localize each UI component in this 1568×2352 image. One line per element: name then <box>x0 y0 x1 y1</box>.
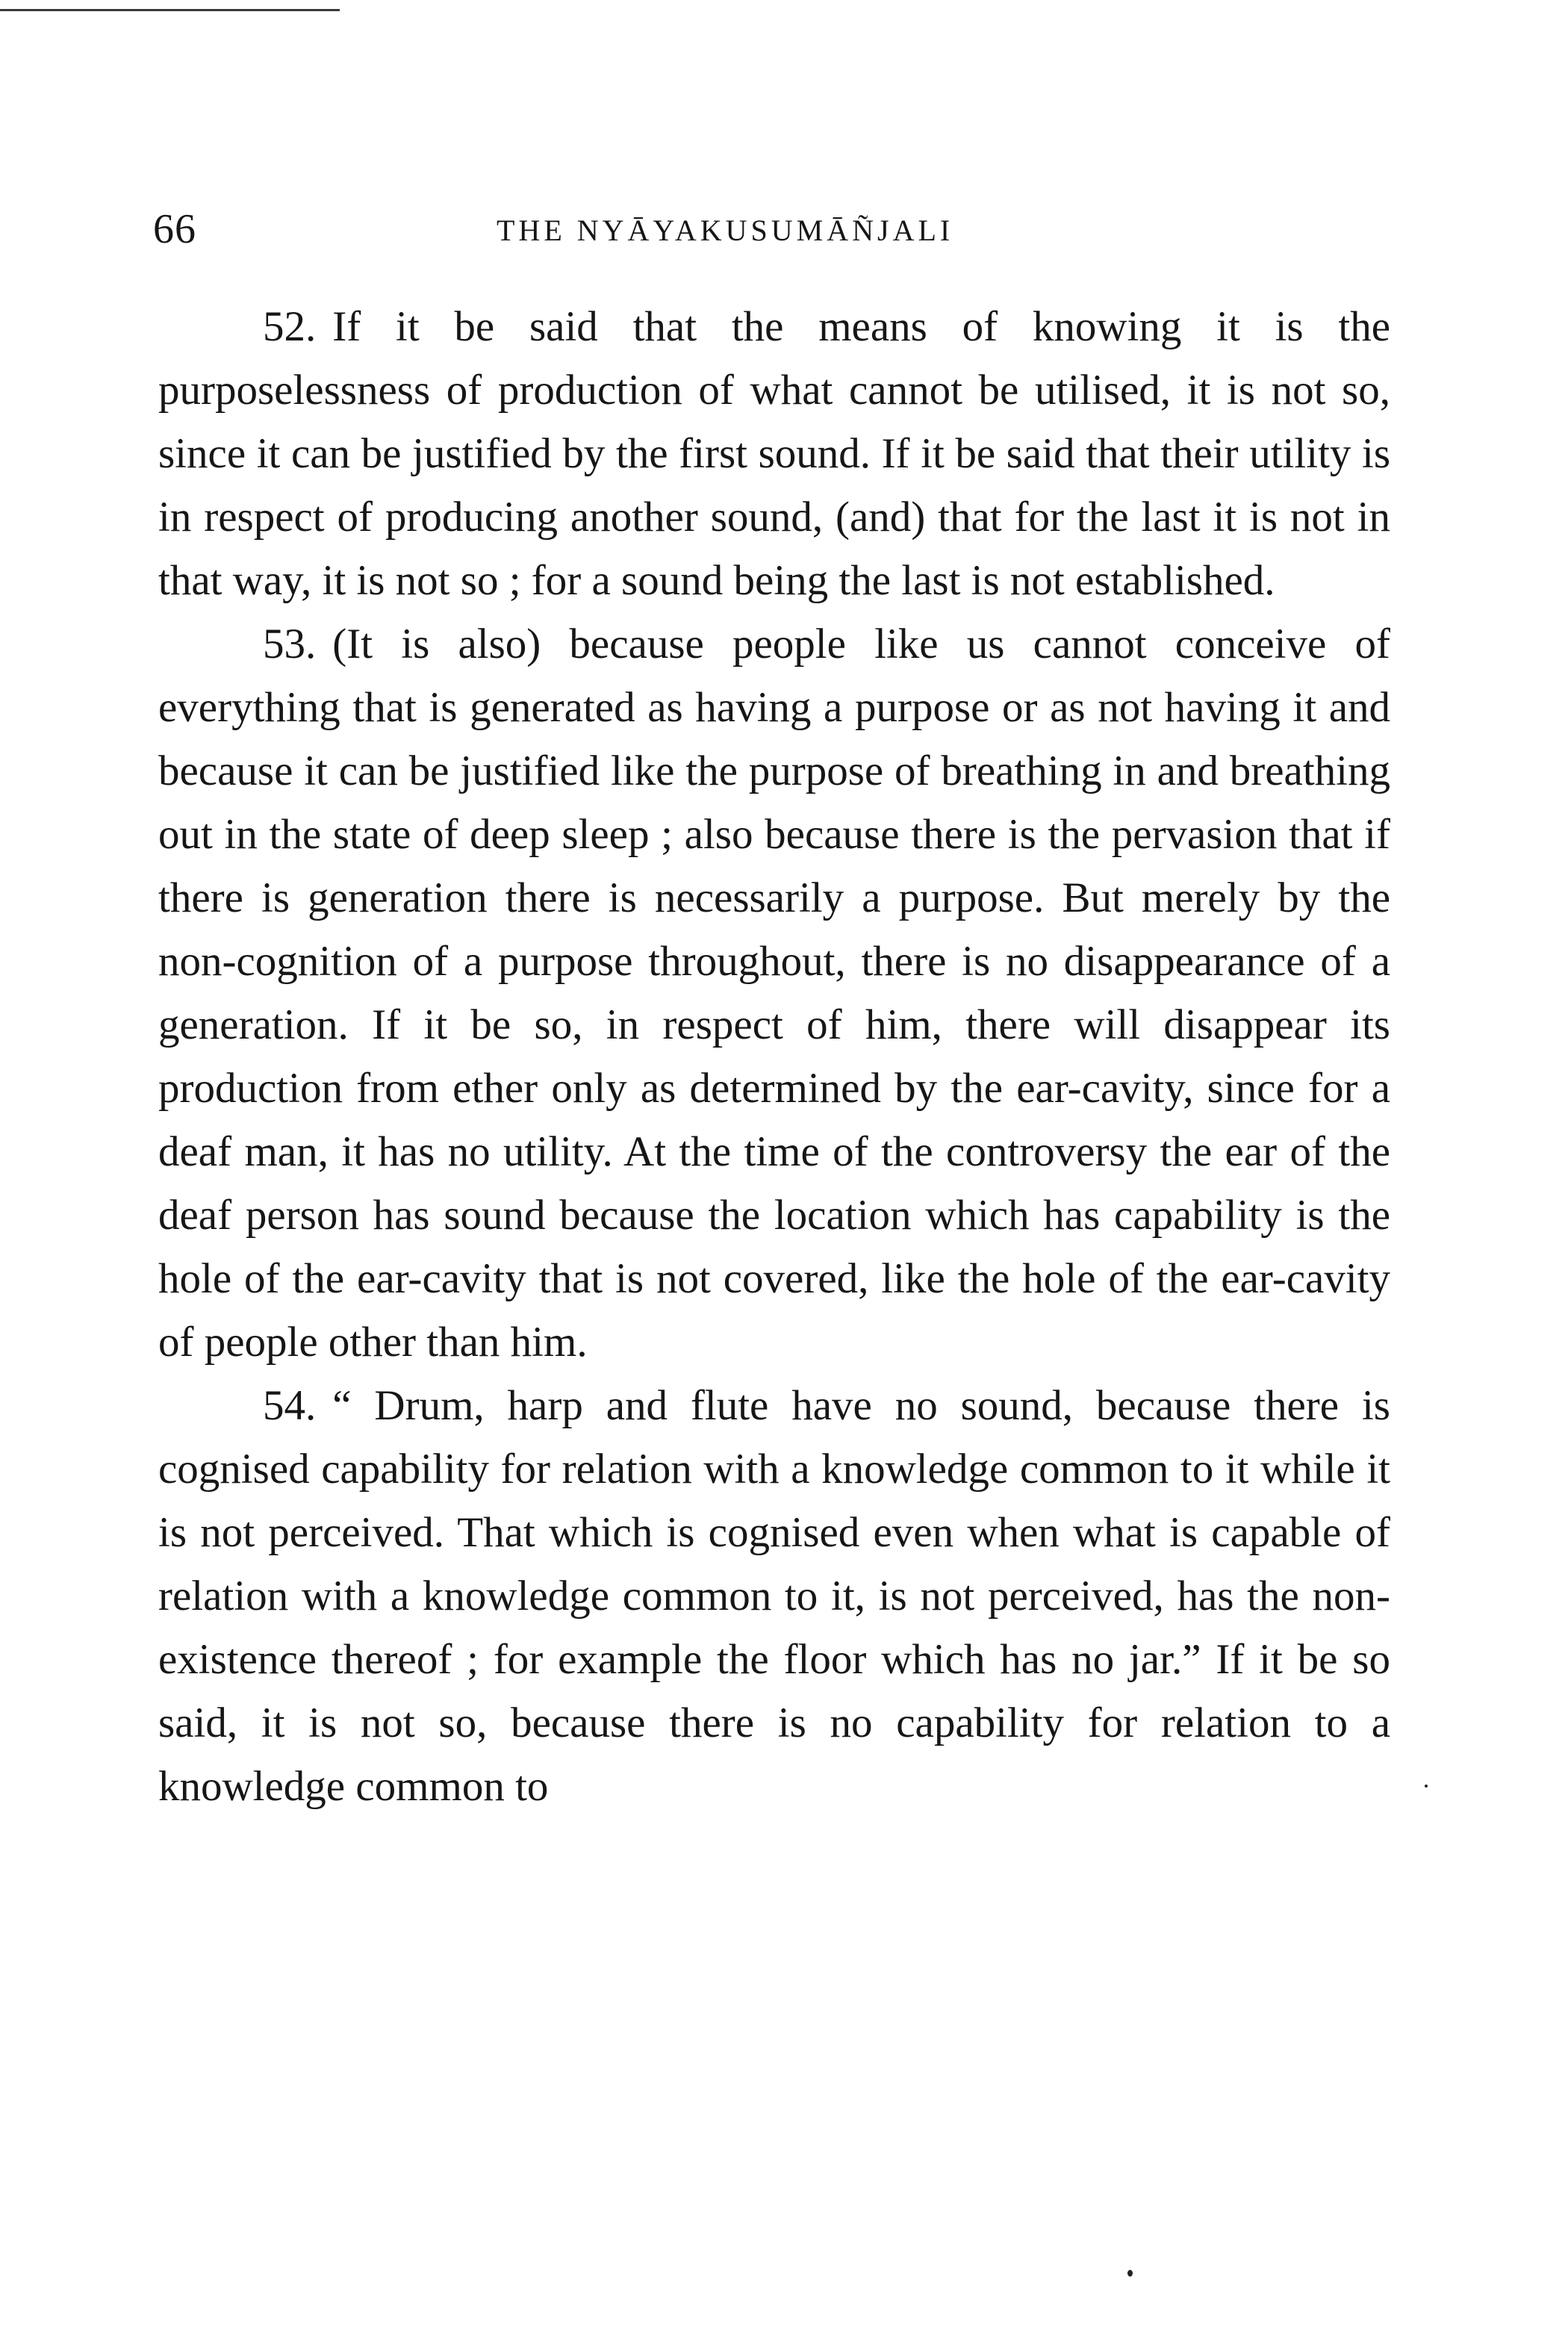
print-speck <box>1425 1785 1428 1788</box>
paragraph-number: 52. <box>263 303 317 350</box>
paragraph-54 <box>158 1374 1390 1818</box>
body-text <box>158 295 1390 1818</box>
paragraph-number: 53. <box>263 620 317 668</box>
paragraph-text: If it be said that the means of knowing it is the purposelessness of production of what cannot be utilised, it is not so, since it can be justified by the first sound. If it be said that their utility is in respect of producing another sound, (and) that for the last it is not in that way, it is not so ; for a sound being the last is not established. <box>158 303 1390 604</box>
paragraph-52 <box>158 295 1390 612</box>
paragraph-number: 54. <box>263 1382 317 1429</box>
paragraph-53 <box>158 612 1390 1374</box>
running-title: THE NYĀYAKUSUMĀÑJALI <box>497 214 954 247</box>
paragraph-text: (It is also) because people like us cannot conceive of everything that is generated as having a purpose or as not having it and because it can be justified like the purpose of breathing in and breathing out in the state of deep sleep ; also because there is the pervasion that if there is generation there is necessarily a purpose. But merely by the non-cognition of a purpose throughout, there is no disappearance of a generation. If it be so, in respect of him, there will disappear its production from ether only as determined by the ear-cavity, since for a deaf man, it has no utility. At the time of the controversy the ear of the deaf person has sound because the location which has capability is the hole of the ear-cavity that is not covered, like the hole of the ear-cavity of people other than him. <box>158 620 1390 1366</box>
page-header <box>153 205 1378 265</box>
top-edge-rule <box>0 9 340 11</box>
page-number: 66 <box>153 206 196 252</box>
paragraph-text: “ Drum, harp and flute have no sound, because there is cognised capability for relation with a knowledge common to it while it is not perceived. That which is cognised even when what is capable of relation with a knowledge common to it, is not perceived, has the non-existence thereof ; for example the floor which has no jar.” If it be so said, it is not so, because there is no capability for relation to a knowledge common to <box>158 1382 1390 1810</box>
print-speck <box>1127 2270 1133 2277</box>
